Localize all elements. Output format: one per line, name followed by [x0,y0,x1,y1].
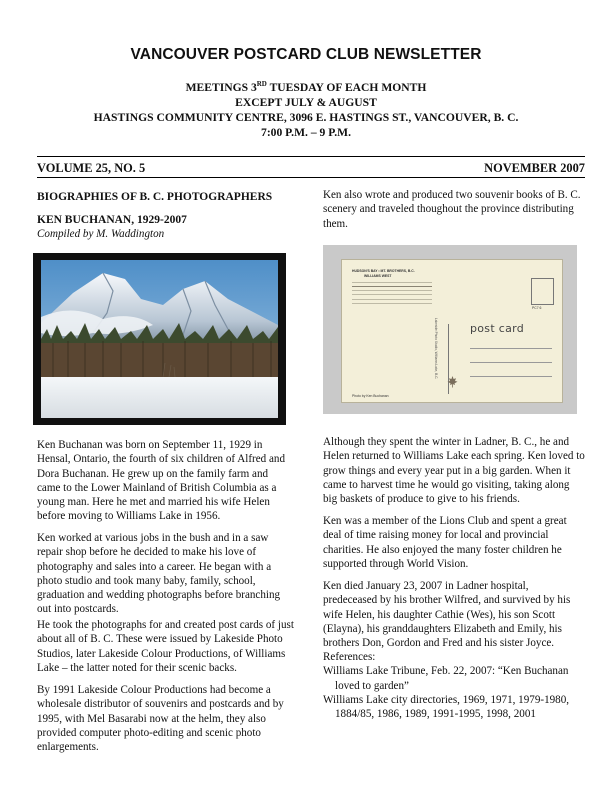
postcard-side-text: Lakeside Photo Studio, Williams Lake, B.C. [434,318,438,380]
newsletter-title: VANCOUVER POSTCARD CLUB NEWSLETTER [130,46,482,63]
postcard-code: PC7 6 [532,306,542,310]
postcard-title: HUDSON'S BAY • MT. BROTHERS, B.C. [352,269,415,273]
paragraph-ladner: Although they spent the winter in Ladner, B. C., he and Helen returned to Williams Lake each spring. Ken loved to grow things and every year put in a big garden. When it came to harvest time he would go visiting, taking along big baskets of produce to give to his friends. [323,436,585,506]
meeting-info [0,80,612,140]
postcard-description [352,280,432,306]
reference-item: Williams Lake city directories, 1969, 1971, 1979-1980, 1884/85, 1986, 1989, 1991-1995, 1998, 2001 [323,693,570,721]
article-subject: KEN BUCHANAN, 1929-2007 [37,214,187,226]
meeting-exception: EXCEPT JULY & AUGUST [235,96,377,109]
paragraph-postcards: He took the photographs for and created post cards of just about all of B. C. These were issued by Lakeside Photo Studios, later Lakeside Colour Productions, of Williams Lake – the latter noted for their scenic backs. [37,619,294,674]
postcard-back-image [323,245,577,414]
references [323,650,585,721]
postcard-card [341,259,563,403]
stamp-box [531,278,554,305]
section-heading: BIOGRAPHIES OF B. C. PHOTOGRAPHERS [37,191,273,203]
issue-date: NOVEMBER 2007 [484,161,585,175]
photo-credit: Photo by Ken Buchanan [352,394,389,398]
volume-rule [37,177,585,178]
meeting-venue: HASTINGS COMMUNITY CENTRE, 3096 E. HASTINGS ST., VANCOUVER, B. C. [93,111,519,124]
volume-number: VOLUME 25, NO. 5 [37,161,146,175]
address-line [470,376,552,377]
paragraph-books: Ken also wrote and produced two souvenir books of B. C. scenery and traveled thoughout the province distributing them. [323,189,581,230]
paragraph-birth: Ken Buchanan was born on September 11, 1929 in Hensal, Ontario, the fourth of six children of Alfred and Dora Buchanan. He grew up on the family farm and came to the Lower Mainland of British Columbia as a young man. Here he met and married his wife Helen before moving to Williams Lake in 1956. [37,439,286,523]
paragraph-lakeside: By 1991 Lakeside Colour Productions had become a wholesale distributor of souvenirs and postcards and by 1995, with Mel Basarabi now at the helm, they also provided computer photo-editing and scenic photo enlargements. [37,684,284,754]
paragraph-obituary: Ken died January 23, 2007 in Ladner hospital, predeceased by his brother Wilfred, and survived by his wife Helen, his daughter Cathie (Wes), his son Scott (Elayna), his granddaughters Elizabeth and Emily, his brothers Don, Gordon and Fred and his sister Joyce. [323,580,571,650]
paragraph-lions-club: Ken was a member of the Lions Club and spent a great deal of time raising money for local and provincial charities. He also enjoyed the many foster children he supported through World Vision. [323,515,567,570]
paragraph-career: Ken worked at various jobs in the bush and in a saw repair shop before he decided to make his love of photography and sales into a career. He began with a photo studio and took many baby, family, school, graduation and wedding photographs before branching out into postcards. [37,532,281,616]
top-rule [37,156,585,157]
address-line [470,362,552,363]
meeting-time: 7:00 P.M. – 9 P.M. [261,126,351,139]
reference-item: Williams Lake Tribune, Feb. 22, 2007: “Ken Buchanan loved to garden” [323,665,569,692]
postcard-heading: post card [470,322,525,335]
references-label: References: [323,651,376,663]
article-credit: Compiled by M. Waddington [37,228,165,240]
postcard-subtitle: WILLIAMS WEST [364,274,392,278]
maple-leaf-logo-icon [446,375,459,388]
meeting-schedule: MEETINGS 3RD TUESDAY OF EACH MONTH [185,80,427,94]
address-line [470,348,552,349]
mountain-photo [33,253,286,425]
